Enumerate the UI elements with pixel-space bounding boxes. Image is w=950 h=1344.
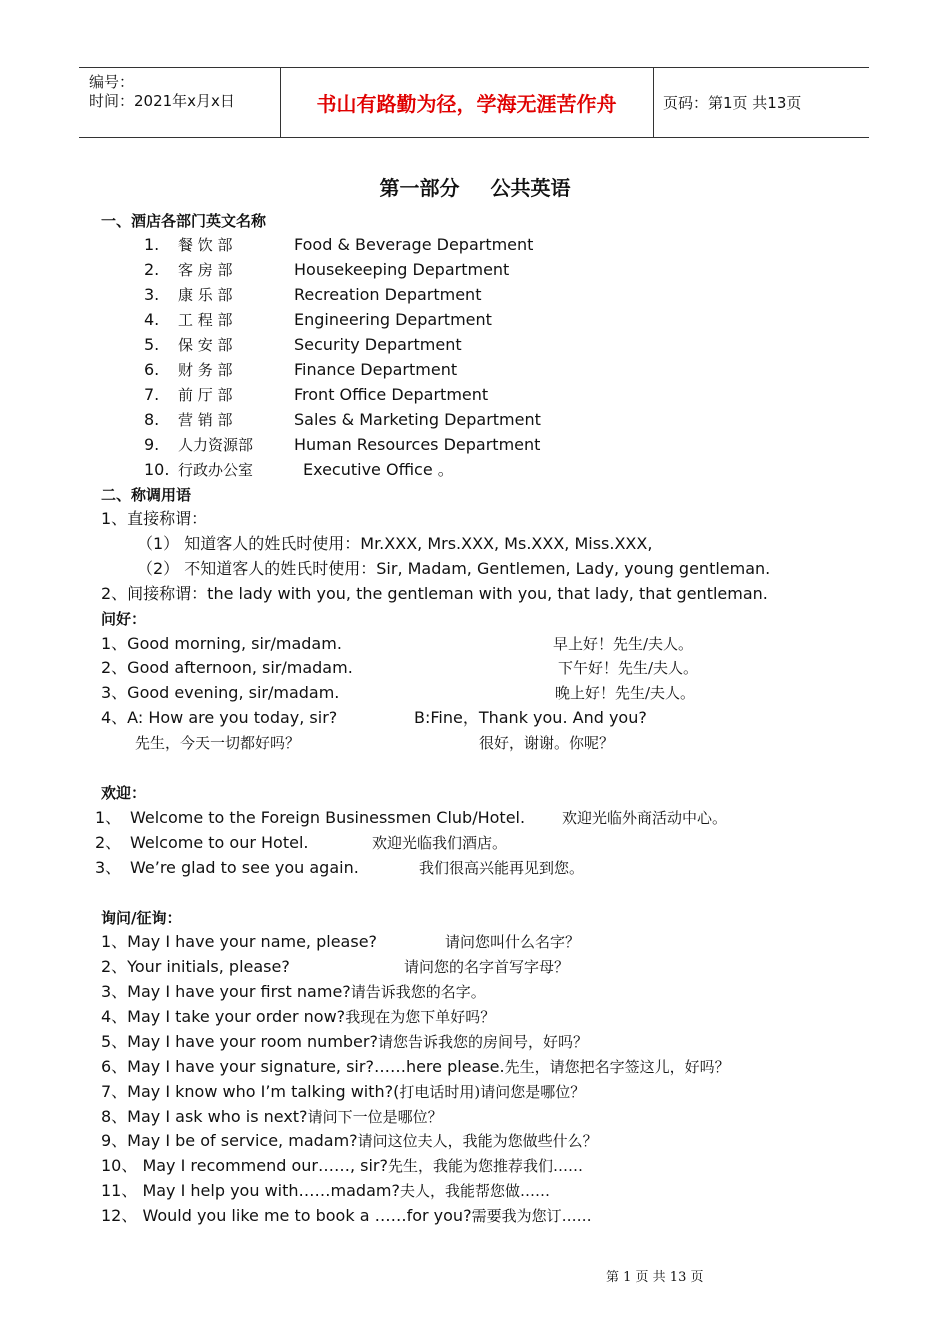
greeting-en: 1、Good morning, sir/madam. bbox=[101, 634, 342, 653]
greeting-cn: 早上好！先生/夫人。 bbox=[553, 635, 694, 653]
welcome-en: Welcome to the Foreign Businessmen Club/Hotel. bbox=[130, 808, 526, 827]
header-page-info: 页码：第1页 共13页 bbox=[663, 94, 802, 112]
address-line: 1、直接称谓： bbox=[101, 509, 208, 528]
greeting-en: 2、Good afternoon, sir/madam. bbox=[101, 658, 353, 677]
welcome-cn: 我们很高兴能再见到您。 bbox=[419, 859, 585, 877]
greeting-cn: 晚上好！先生/夫人。 bbox=[555, 684, 696, 702]
address-line: （1） 知道客人的姓氏时使用：Mr.XXX, Mrs.XXX, Ms.XXX, Miss.XXX, bbox=[137, 534, 653, 553]
department-cn: 客 房 部 bbox=[178, 261, 233, 279]
welcome-en: Welcome to our Hotel. bbox=[130, 833, 309, 852]
greeting-cn: 先生，今天一切都好吗？ bbox=[135, 734, 301, 752]
inquiry-en: 10、 May I recommend our……, sir? bbox=[101, 1156, 389, 1175]
department-cn: 人力资源部 bbox=[178, 436, 254, 454]
department-cn: 行政办公室 bbox=[178, 461, 254, 479]
welcome-cn: 欢迎光临外商活动中心。 bbox=[562, 809, 728, 827]
inquiry-line bbox=[101, 1106, 443, 1128]
inquiry-line bbox=[101, 1031, 588, 1053]
inquiry-en: 11、 May I help you with……madam? bbox=[101, 1181, 400, 1200]
department-number: 7. bbox=[144, 385, 160, 404]
inquiry-cn: 请告诉我您的名字。 bbox=[350, 983, 486, 1001]
welcome-number: 1、 bbox=[95, 808, 122, 827]
inquiry-en: 12、 Would you like me to book a ……for you? bbox=[101, 1206, 472, 1225]
department-en: Recreation Department bbox=[294, 285, 482, 304]
greeting-reply: B:Fine，Thank you. And you? bbox=[414, 708, 647, 727]
department-number: 10. bbox=[144, 460, 170, 479]
inquiry-en: 5、May I have your room number? bbox=[101, 1032, 378, 1051]
department-en: Human Resources Department bbox=[294, 435, 541, 454]
welcome-number: 2、 bbox=[95, 833, 122, 852]
department-number: 1. bbox=[144, 235, 160, 254]
department-en: Security Department bbox=[294, 335, 462, 354]
address-line: （2） 不知道客人的姓氏时使用：Sir, Madam, Gentlemen, Lady, young gentleman. bbox=[137, 559, 771, 578]
department-en: Housekeeping Department bbox=[294, 260, 510, 279]
inquiry-en: 8、May I ask who is next? bbox=[101, 1107, 308, 1126]
department-cn: 保 安 部 bbox=[178, 336, 233, 354]
welcome-number: 3、 bbox=[95, 858, 122, 877]
section-heading-welcome: 欢迎： bbox=[101, 784, 147, 802]
header-table bbox=[79, 67, 869, 138]
inquiry-line bbox=[101, 1155, 583, 1177]
inquiry-en: 2、Your initials, please? bbox=[101, 957, 290, 976]
department-number: 8. bbox=[144, 410, 160, 429]
department-cn: 康 乐 部 bbox=[178, 286, 233, 304]
department-en: Food & Beverage Department bbox=[294, 235, 534, 254]
address-line: 2、间接称谓：the lady with you, the gentleman with you, that lady, that gentleman. bbox=[101, 584, 768, 603]
department-cn: 餐 饮 部 bbox=[178, 236, 233, 254]
department-number: 2. bbox=[144, 260, 160, 279]
department-number: 3. bbox=[144, 285, 160, 304]
department-en: Sales & Marketing Department bbox=[294, 410, 541, 429]
inquiry-line bbox=[101, 1056, 730, 1078]
page-footer: 第 1 页 共 13 页 bbox=[606, 1270, 704, 1285]
greeting-cn: 很好，谢谢。你呢？ bbox=[479, 734, 615, 752]
inquiry-line bbox=[101, 981, 486, 1003]
inquiry-cn: 请问这位夫人，我能为您做些什么？ bbox=[357, 1132, 598, 1150]
inquiry-line bbox=[101, 1006, 495, 1028]
welcome-cn: 欢迎光临我们酒店。 bbox=[372, 834, 508, 852]
department-cn: 前 厅 部 bbox=[178, 386, 233, 404]
department-cn: 营 销 部 bbox=[178, 411, 233, 429]
inquiry-line bbox=[101, 1180, 550, 1202]
inquiry-cn: 请问您的名字首写字母？ bbox=[404, 958, 570, 976]
greeting-cn: 下午好！先生/夫人。 bbox=[558, 659, 699, 677]
doc-date: 时间：2021年x月x日 bbox=[89, 92, 235, 110]
section-heading-inquiry: 询问/征询： bbox=[101, 909, 182, 927]
inquiry-cn: 先生，请您把名字签这儿，好吗？ bbox=[504, 1058, 730, 1076]
section-heading-greeting: 问好： bbox=[101, 610, 147, 628]
greeting-en: 3、Good evening, sir/madam. bbox=[101, 683, 340, 702]
section-heading-address: 二、称调用语 bbox=[101, 486, 192, 504]
inquiry-en: 6、May I have your signature, sir?……here please. bbox=[101, 1057, 505, 1076]
header-left-cell bbox=[89, 73, 235, 111]
inquiry-line bbox=[101, 1130, 598, 1152]
inquiry-cn: 我现在为您下单好吗？ bbox=[345, 1008, 496, 1026]
department-en: Executive Office 。 bbox=[303, 460, 454, 479]
inquiry-en: 1、May I have your name, please? bbox=[101, 932, 378, 951]
inquiry-en: 4、May I take your order now? bbox=[101, 1007, 346, 1026]
department-en: Front Office Department bbox=[294, 385, 489, 404]
page-title: 第一部分 公共英语 bbox=[379, 176, 571, 200]
department-number: 6. bbox=[144, 360, 160, 379]
department-number: 9. bbox=[144, 435, 160, 454]
inquiry-cn: 需要我为您订…… bbox=[471, 1207, 592, 1225]
inquiry-cn: 请问下一位是哪位？ bbox=[307, 1108, 443, 1126]
header-divider bbox=[653, 68, 654, 137]
inquiry-cn: 打电话时用)请问您是哪位？ bbox=[399, 1083, 586, 1101]
doc-code-label: 编号： bbox=[89, 73, 135, 91]
inquiry-cn: 请您告诉我您的房间号，好吗？ bbox=[377, 1033, 588, 1051]
header-motto: 书山有路勤为径，学海无涯苦作舟 bbox=[316, 92, 617, 116]
inquiry-en: 9、May I be of service, madam? bbox=[101, 1131, 358, 1150]
inquiry-cn: 夫人，我能帮您做…… bbox=[399, 1182, 550, 1200]
inquiry-cn: 请问您叫什么名字？ bbox=[445, 933, 581, 951]
greeting-en: 4、A: How are you today, sir? bbox=[101, 708, 338, 727]
department-cn: 工 程 部 bbox=[178, 311, 233, 329]
section-heading-departments: 一、酒店各部门英文名称 bbox=[101, 212, 267, 230]
inquiry-en: 3、May I have your first name? bbox=[101, 982, 351, 1001]
welcome-en: We’re glad to see you again. bbox=[130, 858, 359, 877]
department-cn: 财 务 部 bbox=[178, 361, 233, 379]
inquiry-en: 7、May I know who I’m talking with?( bbox=[101, 1082, 400, 1101]
inquiry-line bbox=[101, 1081, 585, 1103]
inquiry-cn: 先生，我能为您推荐我们…… bbox=[388, 1157, 584, 1175]
department-number: 4. bbox=[144, 310, 160, 329]
department-en: Finance Department bbox=[294, 360, 458, 379]
inquiry-line bbox=[101, 1205, 592, 1227]
department-en: Engineering Department bbox=[294, 310, 492, 329]
department-number: 5. bbox=[144, 335, 160, 354]
